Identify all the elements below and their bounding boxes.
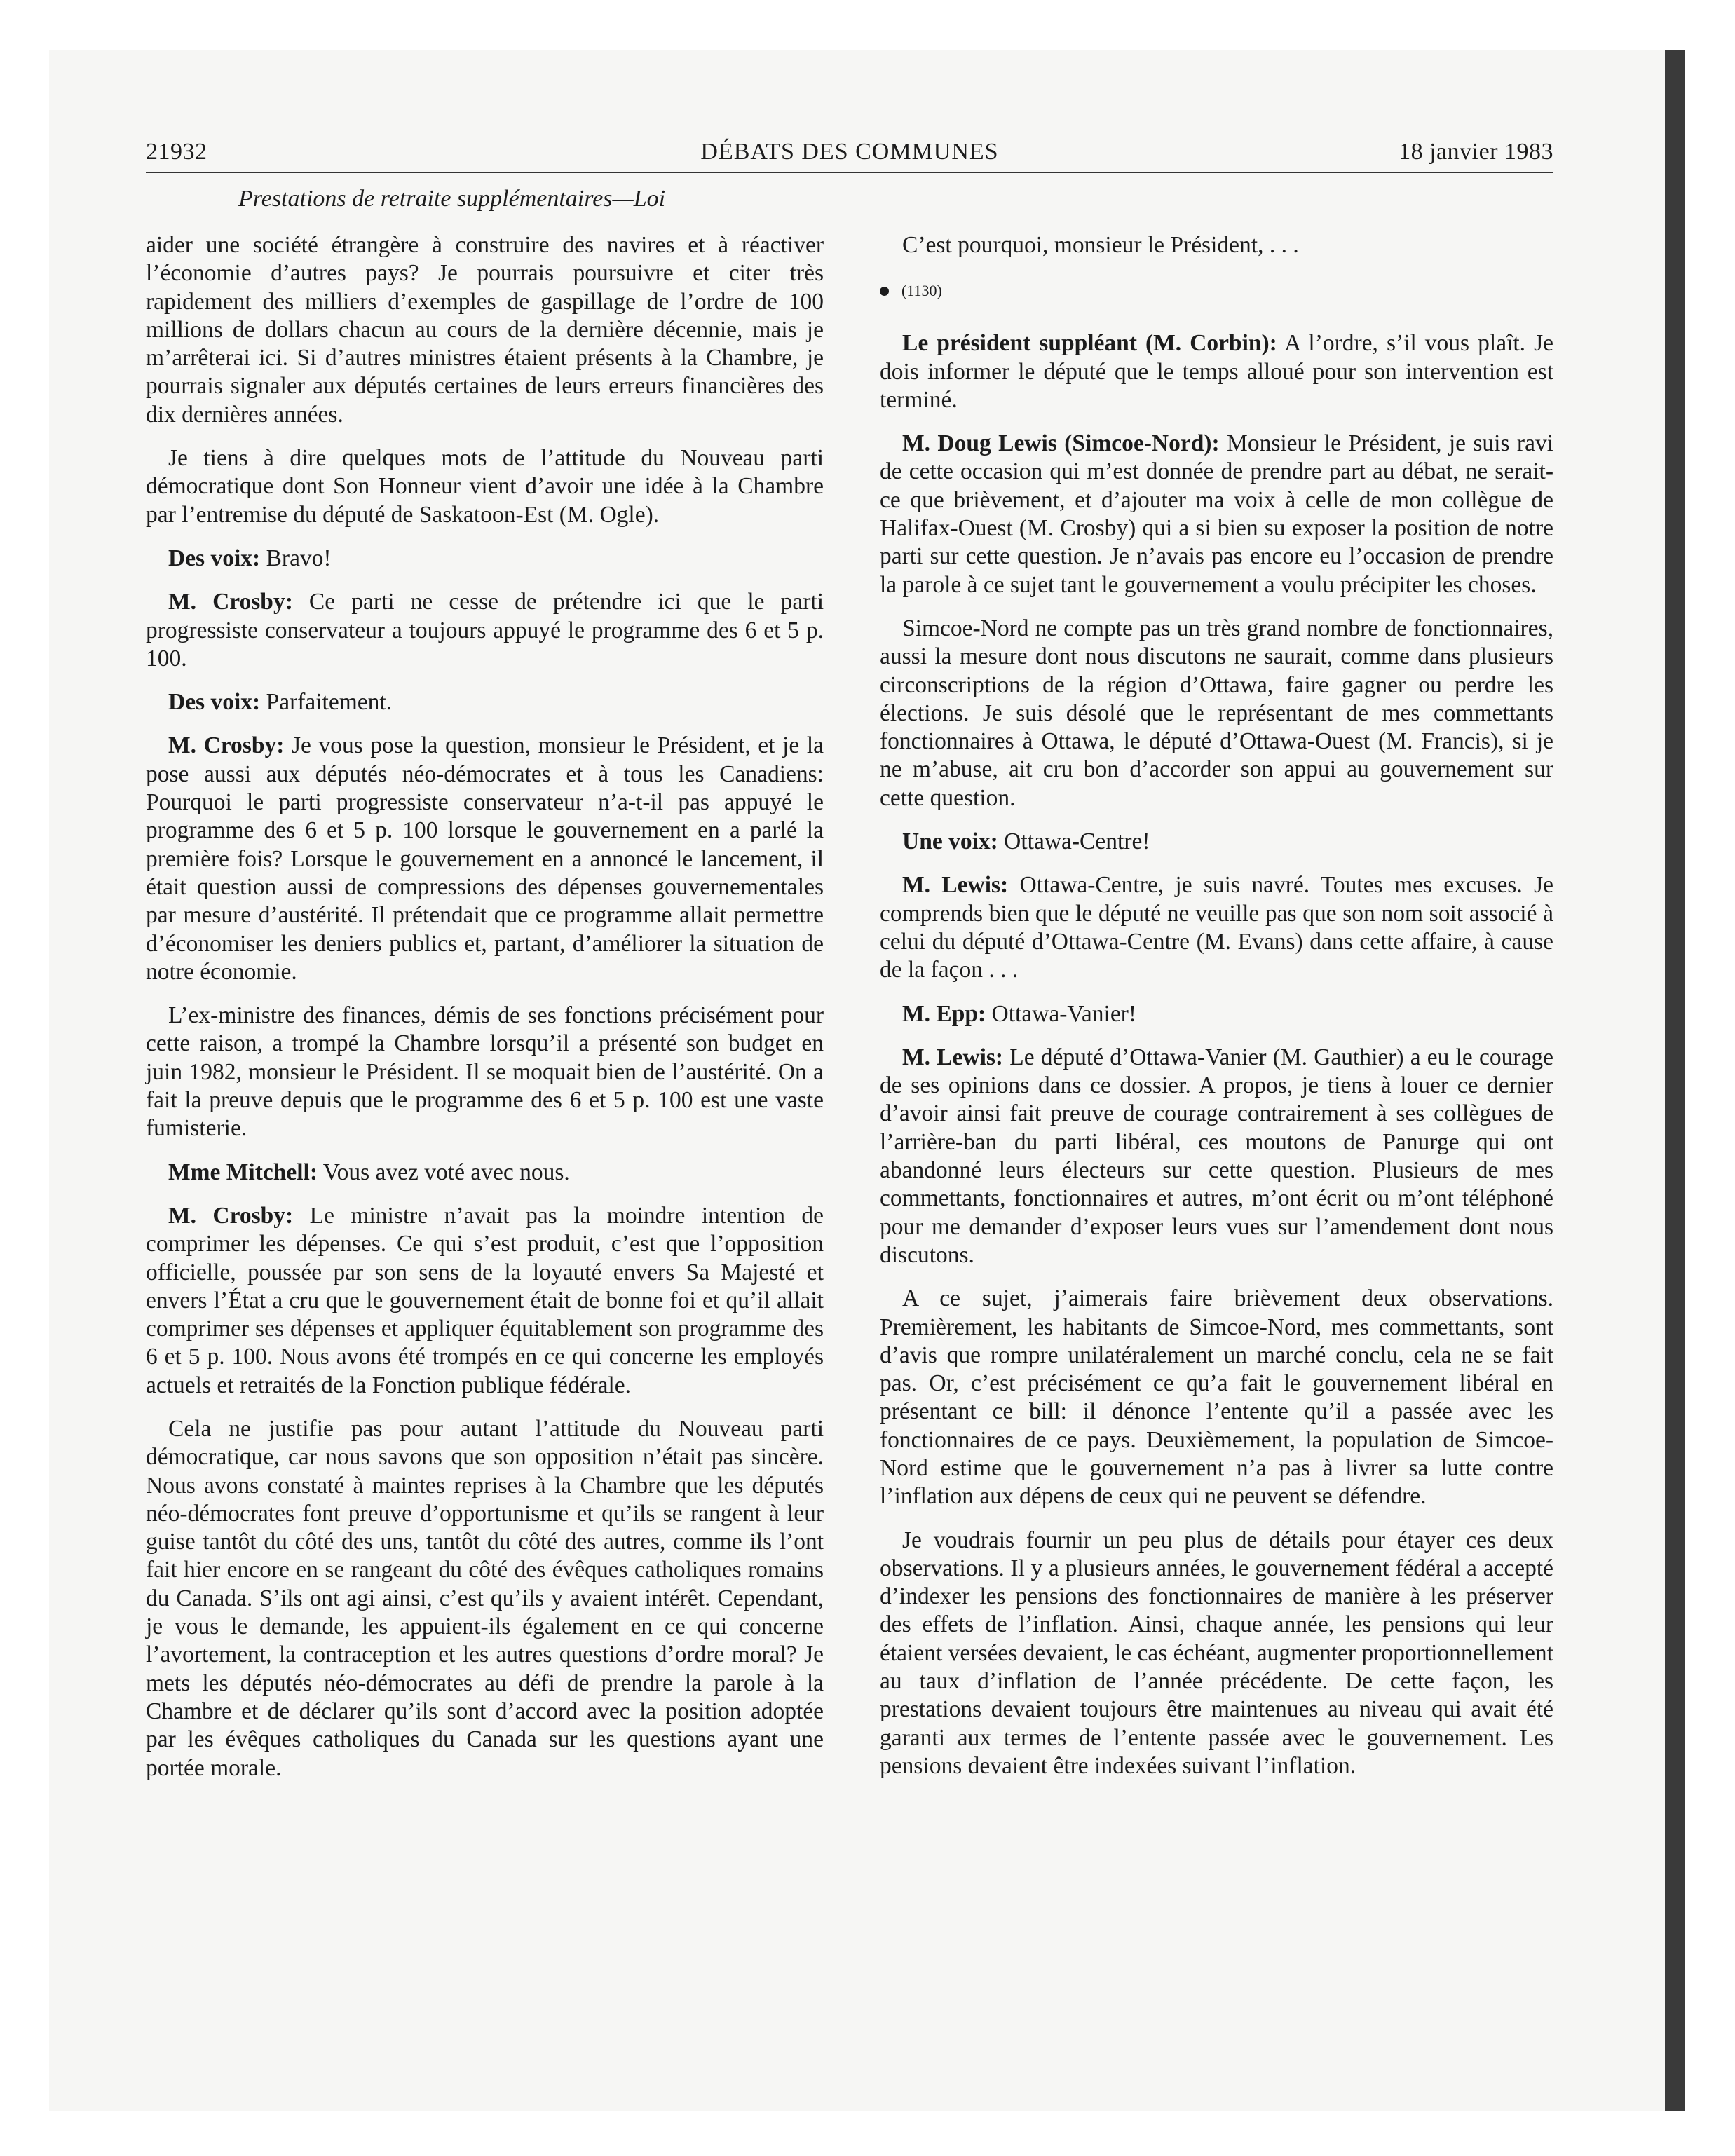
bullet-dot-icon <box>880 287 889 296</box>
left-column <box>146 231 824 1798</box>
speech-text: Ottawa-Vanier! <box>986 1000 1136 1027</box>
speaker-name: Des voix: <box>168 545 261 571</box>
paragraph: Je tiens à dire quelques mots de l’attitude du Nouveau parti démocratique dont Son Honneur vient d’avoir une idée à la Chambre par l’entremise du député de Saskatoon-Est (M. Ogle). <box>146 445 824 528</box>
speaker-name: M. Epp: <box>902 1000 986 1027</box>
speech <box>146 588 824 673</box>
time-marker <box>880 280 1553 301</box>
speech <box>880 329 1553 414</box>
speech <box>880 828 1553 856</box>
speech-text: Ottawa-Centre, je suis navré. Toutes mes excuses. Je comprends bien que le député ne veuille pas que son nom soit associé à celui du député d’Ottawa-Centre (M. Evans) dans cette affaire, à cause de la façon . . . <box>880 872 1554 983</box>
paragraph: aider une société étrangère à construire des navires et à réactiver l’économie d’autres pays? Je pourrais poursuivre et citer très rapidement des milliers d’exemples de gaspillage de l’ordre de 100 millions de dollars chacun au cours de la dernière décennie, mais je m’arrêterai ici. Si d’autres ministres étaient présents à la Chambre, je pourrais signaler aux députés certaines de leurs erreurs financières des dix dernières années. <box>146 232 824 428</box>
speaker-name: Mme Mitchell: <box>168 1159 318 1185</box>
speaker-name: M. Doug Lewis (Simcoe-Nord): <box>902 430 1220 457</box>
speech-text: Vous avez voté avec nous. <box>318 1159 570 1185</box>
speech <box>880 871 1553 984</box>
paragraph: L’ex-ministre des finances, démis de ses fonctions précisément pour cette raison, a trompé la Chambre lorsqu’il a présenté son budget en juin 1982, monsieur le Président. Il se moquait bien de l’austérité. On a fait la preuve depuis que le programme des 6 et 5 p. 100 est une vaste fumisterie. <box>146 1002 824 1142</box>
speech-text: Ottawa-Centre! <box>998 828 1150 855</box>
paragraph: Cela ne justifie pas pour autant l’attitude du Nouveau parti démocratique, car nous savons que son opposition n’était pas sincère. Nous avons constaté à maintes reprises à la Chambre que les députés néo-démocrates font preuve d’opportunisme et qu’ils se rangent à leur guise tantôt du côté des uns, tantôt du côté des autres, comme ils l’ont fait hier encore en se rangeant du côté des évêques catholiques romains du Canada. S’ils ont agi ainsi, c’est qu’ils y avaient intérêt. Cependant, je vous le demande, les appuient-ils également en ce qui concerne l’avortement, la contraception et les autres questions d’ordre moral? Je mets les députés néo-démocrates au défi de prendre la parole à la Chambre et de déclarer qu’ils sont d’accord avec la position adoptée par les évêques catholiques du Canada sur les questions ayant une portée morale. <box>146 1415 824 1781</box>
speech <box>880 1044 1553 1269</box>
speech <box>146 1159 824 1187</box>
header-rule <box>146 172 1553 173</box>
paragraph: Simcoe-Nord ne compte pas un très grand nombre de fonctionnaires, aussi la mesure dont nous discutons ne saurait, comme dans plusieurs circonscriptions de la région d’Ottawa, faire gagner ou perdre les élections. Je suis désolé que le représentant de mes commettants fonctionnaires à Ottawa, le député d’Ottawa-Ouest (M. Francis), si je ne m’abuse, ait cru bon d’accorder son appui au gouvernement sur cette question. <box>880 615 1553 811</box>
issue-date: 18 janvier 1983 <box>1399 139 1553 165</box>
right-column <box>880 231 1553 1796</box>
page-number: 21932 <box>146 139 207 165</box>
speech <box>146 1202 824 1400</box>
page-edge-shadow <box>1665 50 1685 2111</box>
speech-text: Monsieur le Président, je suis ravi de cette occasion qui m’est donnée de prendre part au débat, ne serait-ce que brièvement, et d’ajouter ma voix à celle de mon collègue de Halifax-Ouest (M. Crosby) qui a si bien su exposer la position de notre parti sur cette question. Je n’avais pas encore eu l’occasion de prendre la parole à ce sujet tant le gouvernement a voulu précipiter les choses. <box>880 430 1553 598</box>
speaker-name: M. Crosby: <box>168 732 285 759</box>
speech-text: Je vous pose la question, monsieur le Président, et je la pose aussi aux députés néo-démocrates et à tous les Canadiens: Pourquoi le parti progressiste conservateur n’a-t-il pas appuyé le programme des 6 et 5 p. 100 lorsque le gouvernement en a parlé la première fois? Lorsque le gouvernement en a annoncé le lancement, il était question aussi de compressions des dépenses gouvernementales par mesure d’austérité. Il prétendait que ce programme allait permettre d’économiser les deniers publics et, partant, d’améliorer la situation de notre économie. <box>146 732 824 985</box>
paragraph: A ce sujet, j’aimerais faire brièvement deux observations. Premièrement, les habitants de Simcoe-Nord, mes commettants, sont d’avis que rompre unilatéralement un marché conclu, cela ne se fait pas. Or, c’est précisément ce qu’a fait le gouvernement libéral en présentant ce bill: il dénonce l’entente qu’il a passée avec les fonctionnaires de ce pays. Deuxièmement, la population de Simcoe-Nord estime que le gouvernement n’a pas à livrer sa lutte contre l’inflation aux dépens de ceux qui ne peuvent se défendre. <box>880 1285 1553 1510</box>
paragraph: Je voudrais fournir un peu plus de détails pour étayer ces deux observations. Il y a plusieurs années, le gouvernement fédéral a accepté d’indexer les pensions des fonctionnaires de manière à les préserver des effets de l’inflation. Ainsi, chaque année, les pensions qui leur étaient versées devaient, le cas échéant, augmenter proportionnellement au taux d’inflation de l’année précédente. De cette façon, les prestations devaient toujours être maintenues au niveau qui avait été garanti aux termes de l’entente passée avec le gouvernement. Les pensions devaient être indexées suivant l’inflation. <box>880 1527 1553 1779</box>
paragraph: C’est pourquoi, monsieur le Président, . . . <box>902 232 1299 258</box>
publication-title: DÉBATS DES COMMUNES <box>700 139 999 165</box>
speaker-name: M. Lewis: <box>902 1044 1004 1070</box>
speaker-name: M. Crosby: <box>168 1202 294 1229</box>
speech-text: Parfaitement. <box>260 689 393 716</box>
speech <box>146 545 824 573</box>
section-subheading: Prestations de retraite supplémentaires—Loi <box>238 186 666 212</box>
speaker-name: Une voix: <box>902 828 998 855</box>
speaker-name: M. Crosby: <box>168 589 293 615</box>
speech <box>880 1000 1553 1028</box>
speech <box>146 732 824 986</box>
speech-text: A l’ordre, s’il vous plaît. Je dois informer le député que le temps alloué pour son intervention est terminé. <box>880 330 1553 413</box>
speech-text: Le ministre n’avait pas la moindre intention de comprimer les dépenses. Ce qui s’est produit, c’est que l’opposition officielle, poussée par son sens de la loyauté envers Sa Majesté et envers l’État a cru que le gouvernement était de bonne foi et qu’il allait comprimer ses dépenses et appliquer équitablement son programme des 6 et 5 p. 100. Nous avons été trompés en ce qui concerne les employés actuels et retraités de la Fonction publique fédérale. <box>146 1202 824 1398</box>
speech-text: Ce parti ne cesse de prétendre ici que le parti progressiste conservateur a toujours appuyé le programme des 6 et 5 p. 100. <box>146 589 824 671</box>
speaker-name: Des voix: <box>168 689 261 716</box>
speech-text: Bravo! <box>260 545 332 571</box>
time-marker-text: (1130) <box>901 282 942 300</box>
speaker-name: M. Lewis: <box>902 872 1009 899</box>
speech <box>146 688 824 716</box>
speaker-name: Le président suppléant (M. Corbin): <box>902 330 1277 357</box>
speech <box>880 430 1553 599</box>
page-header <box>146 139 1553 174</box>
speech-text: Le député d’Ottawa-Vanier (M. Gauthier) a eu le courage de ses opinions dans ce dossier. A propos, je tiens à louer ce dernier d’avoir ainsi fait preuve de courage contrairement à ses collègues de l’arrière-ban du parti libéral, ces moutons de Panurge qui ont abandonné leurs électeurs sur cette question. Plusieurs de mes commettants, fonctionnaires et autres, m’ont écrit ou m’ont téléphoné pour me demander d’exposer leurs vues sur l’amendement dont nous discutons. <box>880 1044 1553 1268</box>
